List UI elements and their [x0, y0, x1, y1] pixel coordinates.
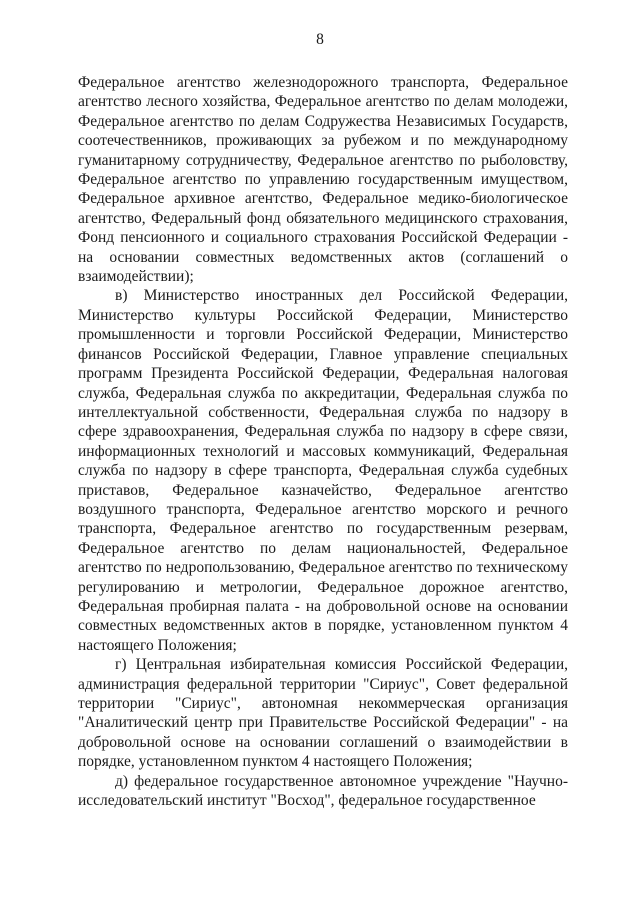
document-body [78, 73, 568, 810]
paragraph-item-g: г) Центральная избирательная комиссия Российской Федерации, администрация федеральной территории "Сириус", Совет федеральной территории "Сириус", автономная некоммерческая организация "Аналитический центр при Правительстве Российской Федерации" - на добровольной основе на основании соглашений о взаимодействии в порядке, установленном пунктом 4 настоящего Положения; [78, 656, 568, 771]
paragraph-item-v: в) Министерство иностранных дел Российской Федерации, Министерство культуры Российской Федерации, Министерство промышленности и торговли Российской Федерации, Министерство финансов Российской Федерации, Главное управление специальных программ Президента Российской Федерации, Федеральная налоговая служба, Федеральная служба по аккредитации, Федеральная служба по интеллектуальной собственности, Федеральная служба по надзору в сфере здравоохранения, Федеральная служба по надзору в сфере связи, информационных технологий и массовых коммуникаций, Федеральная служба по надзору в сфере транспорта, Федеральная служба судебных приставов, Федеральное казначейство, Федеральное агентство воздушного транспорта, Федеральное агентство морского и речного транспорта, Федеральное агентство по государственным резервам, Федеральное агентство по делам национальностей, Федеральное агентство по недропользованию, Федеральное агентство по техническому регулированию и метрологии, Федеральное дорожное агентство, Федеральная пробирная палата - на добровольной основе на основании совместных ведомственных актов в порядке, установленном пунктом 4 настоящего Положения; [78, 287, 568, 654]
page-number: 8 [316, 31, 324, 48]
paragraph-item-d: д) федеральное государственное автономное учреждение "Научно-исследовательский институт "Восход", федеральное государственное [78, 772, 568, 810]
paragraph-agencies-continued: Федеральное агентство железнодорожного транспорта, Федеральное агентство лесного хозяйства, Федеральное агентство по делам молодежи, Федеральное агентство по делам Содружества Независимых Государств, соотечественников, проживающих за рубежом и по международному гуманитарному сотрудничеству, Федеральное агентство по рыболовству, Федеральное агентство по управлению государственным имуществом, Федеральное архивное агентство, Федеральное медико-биологическое агентство, Федеральный фонд обязательного медицинского страхования, Фонд пенсионного и социального страхования Российской Федерации - на основании совместных ведомственных актов (соглашений о взаимодействии); [78, 74, 568, 286]
